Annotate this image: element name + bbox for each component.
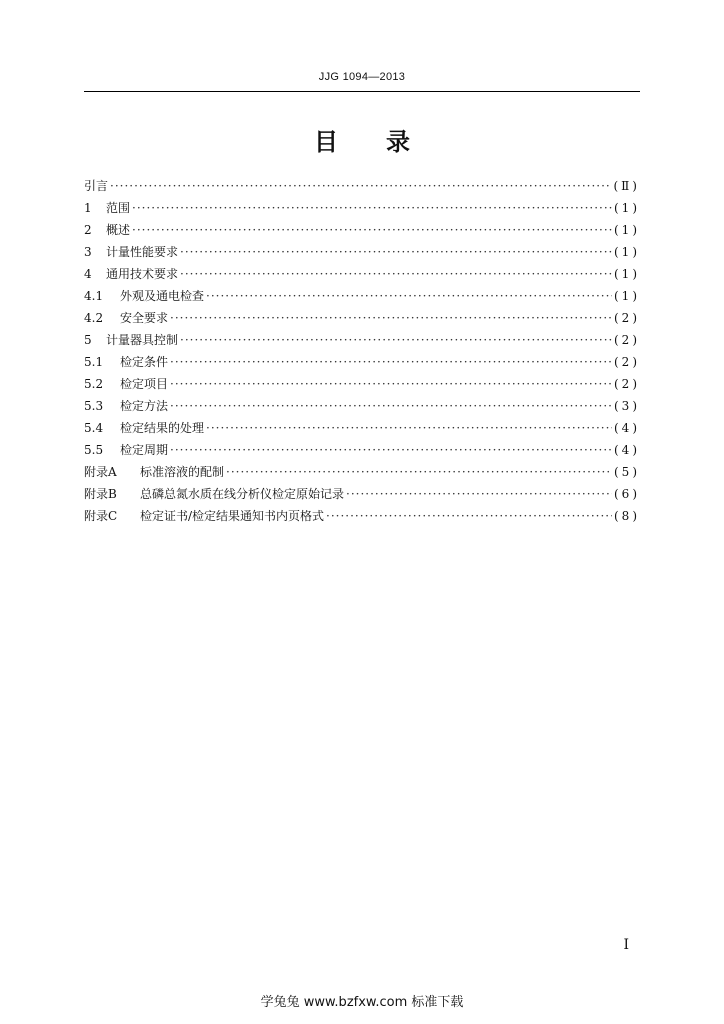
toc-leader-dots	[110, 175, 611, 197]
toc-entry-number: 5.4	[84, 421, 104, 435]
table-of-contents	[84, 175, 640, 527]
toc-entry-page: (4)	[614, 421, 640, 435]
toc-entry-page: (1)	[614, 245, 640, 259]
toc-entry-number: 3	[84, 245, 92, 259]
toc-entry-page: (2)	[614, 355, 640, 369]
toc-entry	[84, 285, 640, 307]
toc-entry-page: (8)	[614, 509, 640, 523]
toc-entry	[84, 439, 640, 461]
page-number: I	[623, 937, 629, 953]
toc-entry-number: 4.2	[84, 311, 104, 325]
toc-entry-label: 概述	[106, 223, 131, 237]
toc-entry-number: 附录C	[84, 509, 118, 523]
toc-entry-page: (2)	[614, 311, 640, 325]
toc-leader-dots	[170, 307, 612, 329]
toc-entry	[84, 329, 640, 351]
toc-leader-dots	[170, 351, 612, 373]
toc-entry-label: 检定方法	[120, 399, 169, 413]
toc-leader-dots	[326, 505, 612, 527]
toc-entry-page: (6)	[614, 487, 640, 501]
toc-entry-number: 2	[84, 223, 92, 237]
toc-leader-dots	[170, 439, 612, 461]
toc-entry-label: 范围	[106, 201, 131, 215]
document-code-header: JJG 1094—2013	[318, 71, 406, 83]
toc-entry-label: 总磷总氮水质在线分析仪检定原始记录	[140, 487, 345, 501]
toc-entry	[84, 307, 640, 329]
toc-entry-number: 5.1	[84, 355, 104, 369]
toc-entry-number: 5.3	[84, 399, 104, 413]
toc-entry	[84, 351, 640, 373]
toc-entry-label: 检定结果的处理	[120, 421, 205, 435]
toc-entry	[84, 373, 640, 395]
toc-entry	[84, 483, 640, 505]
toc-entry-label: 检定条件	[120, 355, 169, 369]
toc-entry	[84, 197, 640, 219]
toc-entry-page: (1)	[614, 223, 640, 237]
header-rule	[84, 91, 640, 92]
toc-entry	[84, 175, 640, 197]
toc-entry-label: 检定证书/检定结果通知书内页格式	[140, 509, 325, 523]
toc-leader-dots	[170, 373, 612, 395]
toc-entry-page: (2)	[614, 377, 640, 391]
toc-entry-number: 附录B	[84, 487, 117, 501]
title-char-1: 目	[314, 128, 338, 156]
toc-entry-label: 安全要求	[120, 311, 169, 325]
toc-entry-number: 附录A	[84, 465, 117, 479]
toc-entry-number: 1	[84, 201, 92, 215]
toc-entry-label: 检定项目	[120, 377, 169, 391]
toc-leader-dots	[180, 329, 612, 351]
toc-leader-dots	[170, 395, 612, 417]
toc-entry-page: (2)	[614, 333, 640, 347]
toc-leader-dots	[206, 417, 612, 439]
toc-entry-number: 4	[84, 267, 92, 281]
toc-leader-dots	[206, 285, 612, 307]
toc-leader-dots	[346, 483, 612, 505]
toc-leader-dots	[132, 219, 612, 241]
toc-entry-number: 5	[84, 333, 92, 347]
toc-leader-dots	[180, 241, 612, 263]
toc-entry-label: 计量器具控制	[106, 333, 179, 347]
title-char-2: 录	[386, 128, 410, 156]
toc-entry-label: 计量性能要求	[106, 245, 179, 259]
toc-leader-dots	[180, 263, 612, 285]
toc-entry-page: (1)	[614, 289, 640, 303]
toc-entry-number: 4.1	[84, 289, 104, 303]
toc-entry-page: (5)	[614, 465, 640, 479]
toc-entry	[84, 417, 640, 439]
toc-entry-number: 5.2	[84, 377, 104, 391]
toc-entry-page: (1)	[614, 201, 640, 215]
toc-entry	[84, 241, 640, 263]
toc-entry	[84, 461, 640, 483]
toc-entry-label: 通用技术要求	[106, 267, 179, 281]
toc-entry	[84, 395, 640, 417]
page-title	[0, 122, 724, 157]
toc-entry	[84, 219, 640, 241]
toc-leader-dots	[226, 461, 612, 483]
footer-watermark-text: 学兔兔 www.bzfxw.com 标准下载	[260, 995, 464, 1010]
toc-entry	[84, 505, 640, 527]
toc-entry-label: 引言	[84, 179, 109, 193]
toc-entry-number: 5.5	[84, 443, 104, 457]
toc-entry-page: (Ⅱ)	[613, 179, 640, 193]
toc-entry-label: 外观及通电检查	[120, 289, 205, 303]
toc-entry-label: 检定周期	[120, 443, 169, 457]
toc-entry-page: (3)	[614, 399, 640, 413]
toc-entry-label: 标准溶液的配制	[140, 465, 225, 479]
toc-leader-dots	[132, 197, 612, 219]
toc-entry-page: (1)	[614, 267, 640, 281]
toc-entry	[84, 263, 640, 285]
toc-entry-page: (4)	[614, 443, 640, 457]
